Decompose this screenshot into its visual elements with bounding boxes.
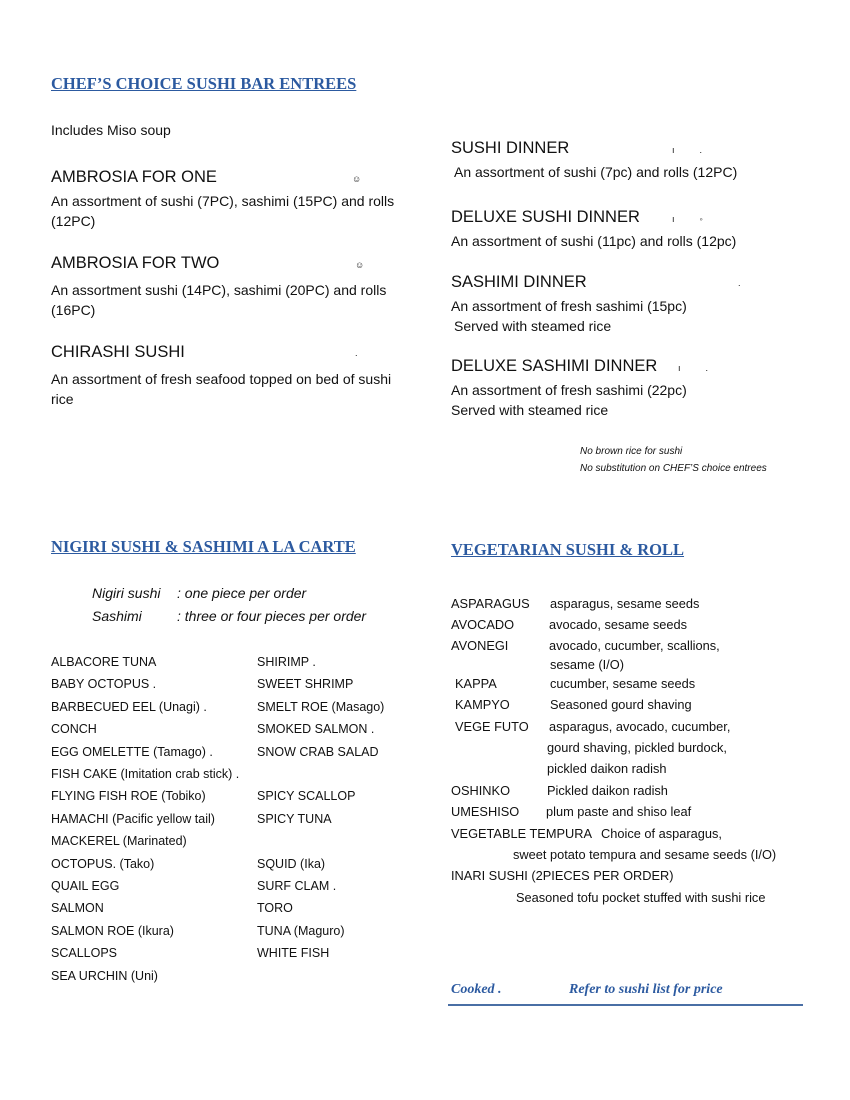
smile-icon: ☺ [352, 174, 362, 184]
veg-item-name: KAPPA [455, 676, 497, 691]
dish-description: An assortment of sushi (7pc) and rolls (12PC) [454, 164, 738, 180]
dish-description: An assortment of fresh seafood topped on bed of sushi rice [51, 371, 392, 407]
dish-description: Served with steamed rice [451, 402, 609, 418]
veg-item-desc: avocado, sesame seeds [549, 617, 688, 632]
nigiri-item: SALMON [51, 901, 104, 916]
nigiri-item: EGG OMELETTE (Tamago) . [51, 744, 213, 759]
veg-item-name: VEGETABLE TEMPURA [451, 826, 593, 841]
dish-mark: . [738, 278, 741, 288]
sashimi-def-label: Sashimi [92, 608, 142, 624]
dish-description: An assortment sushi (14PC), sashimi (20PC) and rolls (16PC) [51, 282, 387, 318]
dish-name: SASHIMI DINNER [451, 273, 587, 291]
nigiri-item: SHIRIMP . [257, 655, 316, 669]
nigiri-item: SURF CLAM . [257, 879, 337, 893]
nigiri-item: SPICY TUNA [257, 811, 332, 826]
nigiri-item: FISH CAKE (Imitation crab stick) . [51, 767, 240, 781]
nigiri-item: OCTOPUS. (Tako) [51, 856, 155, 871]
nigiri-item: SQUID (Ika) [257, 856, 326, 871]
veg-item-name: AVOCADO [451, 617, 515, 632]
veg-item-desc: sweet potato tempura and sesame seeds (I/O) [513, 847, 777, 862]
veg-item-desc: Pickled daikon radish [547, 783, 668, 798]
dish-mark: . [355, 348, 358, 358]
veg-item-desc: Choice of asparagus, [601, 826, 722, 841]
veg-item-name: INARI SUSHI (2PIECES PER ORDER) [451, 868, 674, 883]
veg-item-name: UMESHISO [451, 804, 520, 819]
nigiri-item: BABY OCTOPUS . [51, 677, 157, 692]
nigiri-item: SWEET SHRIMP [257, 677, 354, 692]
dish-description: An assortment of sushi (7PC), sashimi (15PC) and rolls (12PC) [51, 193, 395, 229]
veg-item-desc: pickled daikon radish [547, 761, 667, 776]
nigiri-item: QUAIL EGG [51, 879, 120, 893]
dish-name: AMBROSIA FOR ONE [51, 168, 217, 186]
nigiri-item: SMOKED SALMON . [257, 722, 375, 737]
nigiri-item: SPICY SCALLOP [257, 789, 356, 804]
dish-name: AMBROSIA FOR TWO [51, 254, 220, 272]
dish-description: Served with steamed rice [454, 318, 612, 334]
nigiri-item: ALBACORE TUNA [51, 655, 157, 669]
chef-section-title: CHEF’S CHOICE SUSHI BAR ENTREES [51, 74, 357, 93]
nigiri-item: MACKEREL (Marinated) [51, 834, 187, 849]
veg-item-name: ASPARAGUS [451, 596, 530, 611]
divider-line [448, 1004, 803, 1006]
dish-description: An assortment of fresh sashimi (15pc) [451, 298, 687, 314]
nigiri-def-label: Nigiri sushi [92, 585, 161, 601]
veg-item-desc: asparagus, avocado, cucumber, [549, 719, 731, 734]
dish-description: An assortment of fresh sashimi (22pc) [451, 382, 687, 398]
veg-item-name: AVONEGI [451, 638, 509, 653]
veg-item-desc: gourd shaving, pickled burdock, [547, 740, 727, 755]
dish-mark: ı . [672, 145, 703, 155]
veg-item-name: OSHINKO [451, 783, 511, 798]
veg-section-title: VEGETARIAN SUSHI & ROLL [451, 540, 685, 559]
dish-name: SUSHI DINNER [451, 139, 570, 157]
nigiri-item: BARBECUED EEL (Unagi) . [51, 699, 207, 714]
nigiri-item: SNOW CRAB SALAD [257, 744, 379, 759]
refer-note: Refer to sushi list for price [569, 982, 723, 997]
nigiri-item: SCALLOPS [51, 946, 118, 961]
veg-item-name: VEGE FUTO [455, 719, 529, 734]
nigiri-item: SMELT ROE (Masago) [257, 699, 385, 714]
veg-item-desc: avocado, cucumber, scallions, [549, 638, 720, 653]
veg-item-name: KAMPYO [455, 697, 510, 712]
dish-description: An assortment of sushi (11pc) and rolls (12pc) [451, 233, 737, 249]
veg-item-desc: cucumber, sesame seeds [550, 676, 696, 691]
dish-mark: ı . [678, 363, 709, 373]
nigiri-item: TORO [257, 901, 293, 916]
veg-item-desc: Seasoned gourd shaving [550, 697, 692, 712]
nigiri-def-text: : one piece per order [177, 585, 307, 601]
dish-name: CHIRASHI SUSHI [51, 343, 185, 361]
nigiri-item: TUNA (Maguro) [257, 923, 345, 938]
nigiri-item: SALMON ROE (Ikura) [51, 923, 174, 938]
smile-icon: ☺ [355, 260, 365, 270]
sashimi-def-text: : three or four pieces per order [177, 608, 367, 624]
nigiri-section-title: NIGIRI SUSHI & SASHIMI A LA CARTE [51, 537, 356, 556]
chef-includes-note: Includes Miso soup [51, 122, 171, 138]
nigiri-item: FLYING FISH ROE (Tobiko) [51, 789, 206, 804]
cooked-label: Cooked . [451, 982, 502, 997]
dish-mark: ı ◦ [672, 214, 703, 224]
nigiri-item: CONCH [51, 722, 97, 737]
dish-name: DELUXE SUSHI DINNER [451, 208, 640, 226]
chef-footnote: No substitution on CHEF’S choice entrees [580, 463, 767, 474]
veg-item-desc: Seasoned tofu pocket stuffed with sushi rice [516, 890, 766, 905]
nigiri-item: WHITE FISH [257, 946, 330, 961]
dish-name: DELUXE SASHIMI DINNER [451, 357, 658, 375]
veg-item-desc: asparagus, sesame seeds [550, 596, 700, 611]
nigiri-item: HAMACHI (Pacific yellow tail) [51, 811, 215, 826]
chef-footnote: No brown rice for sushi [580, 446, 683, 457]
veg-item-desc: sesame (I/O) [550, 657, 624, 672]
nigiri-item: SEA URCHIN (Uni) [51, 968, 158, 983]
veg-item-desc: plum paste and shiso leaf [546, 804, 692, 819]
